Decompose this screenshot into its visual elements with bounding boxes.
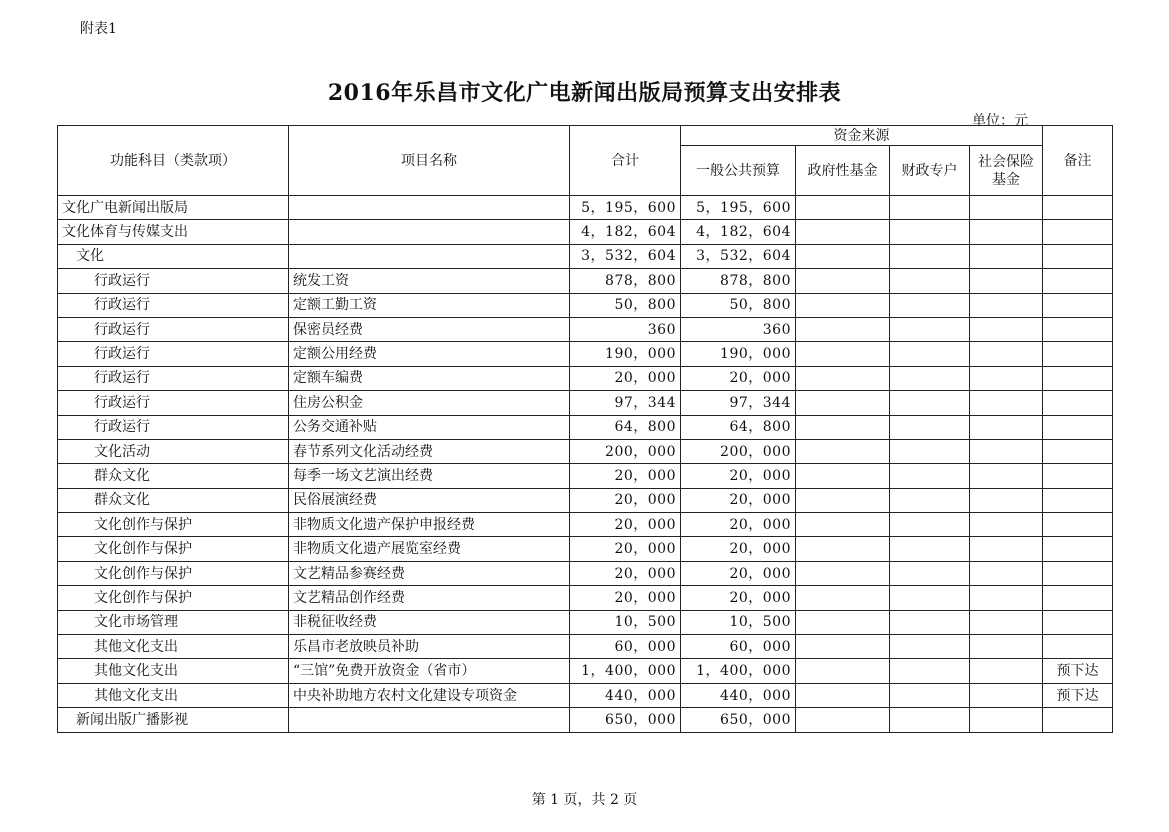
cell-total: 200，000 — [570, 439, 681, 463]
cell-project: 文艺精品创作经费 — [289, 586, 570, 610]
cell-social-insurance — [970, 683, 1043, 707]
table-row — [58, 708, 1113, 732]
page-footer: 第 1 页，共 2 页 — [531, 792, 638, 808]
cell-gov-fund — [796, 708, 890, 732]
cell-gov-fund — [796, 513, 890, 537]
cell-total: 20，000 — [570, 464, 681, 488]
cell-remark — [1043, 317, 1113, 341]
cell-social-insurance — [970, 488, 1043, 512]
table-row — [58, 635, 1113, 659]
header-total: 合计 — [570, 126, 681, 196]
cell-general-budget: 50，800 — [681, 293, 796, 317]
cell-social-insurance — [970, 269, 1043, 293]
table-row — [58, 293, 1113, 317]
table-row — [58, 513, 1113, 537]
cell-project: 住房公积金 — [289, 391, 570, 415]
table-row — [58, 391, 1113, 415]
cell-gov-fund — [796, 659, 890, 683]
cell-total: 440，000 — [570, 683, 681, 707]
cell-special-account — [890, 317, 970, 341]
cell-remark — [1043, 293, 1113, 317]
cell-total: 878，800 — [570, 269, 681, 293]
table-row — [58, 488, 1113, 512]
cell-total: 20，000 — [570, 561, 681, 585]
header-remarks: 备注 — [1043, 126, 1113, 196]
cell-category: 文化创作与保护 — [58, 586, 289, 610]
cell-total: 650，000 — [570, 708, 681, 732]
cell-general-budget: 1，400，000 — [681, 659, 796, 683]
header-funding-source: 资金来源 — [681, 126, 1043, 146]
cell-category: 文化体育与传媒支出 — [58, 220, 289, 244]
cell-total: 10，500 — [570, 610, 681, 634]
cell-project — [289, 244, 570, 268]
document-title: 2016年乐昌市文化广电新闻出版局预算支出安排表 — [327, 80, 842, 106]
cell-general-budget: 4，182，604 — [681, 220, 796, 244]
table-row — [58, 244, 1113, 268]
cell-total: 64，800 — [570, 415, 681, 439]
cell-special-account — [890, 196, 970, 220]
cell-gov-fund — [796, 269, 890, 293]
cell-category: 其他文化支出 — [58, 659, 289, 683]
cell-total: 20，000 — [570, 488, 681, 512]
cell-remark — [1043, 366, 1113, 390]
table-row — [58, 659, 1113, 683]
cell-project — [289, 220, 570, 244]
cell-special-account — [890, 415, 970, 439]
cell-project: 非物质文化遗产保护申报经费 — [289, 513, 570, 537]
cell-general-budget: 20，000 — [681, 561, 796, 585]
unit-label: 单位：元 — [972, 113, 1028, 129]
cell-social-insurance — [970, 635, 1043, 659]
cell-social-insurance — [970, 513, 1043, 537]
table-row — [58, 317, 1113, 341]
cell-total: 60，000 — [570, 635, 681, 659]
cell-social-insurance — [970, 708, 1043, 732]
cell-remark — [1043, 196, 1113, 220]
cell-special-account — [890, 513, 970, 537]
cell-social-insurance — [970, 342, 1043, 366]
cell-general-budget: 20，000 — [681, 513, 796, 537]
cell-gov-fund — [796, 464, 890, 488]
cell-category: 文化广电新闻出版局 — [58, 196, 289, 220]
cell-general-budget: 60，000 — [681, 635, 796, 659]
cell-remark — [1043, 220, 1113, 244]
cell-social-insurance — [970, 561, 1043, 585]
cell-gov-fund — [796, 610, 890, 634]
cell-special-account — [890, 293, 970, 317]
cell-remark — [1043, 488, 1113, 512]
cell-social-insurance — [970, 537, 1043, 561]
attachment-label: 附表1 — [80, 21, 117, 37]
cell-remark — [1043, 464, 1113, 488]
cell-total: 360 — [570, 317, 681, 341]
cell-special-account — [890, 269, 970, 293]
cell-total: 20，000 — [570, 586, 681, 610]
cell-project: 民俗展演经费 — [289, 488, 570, 512]
cell-gov-fund — [796, 244, 890, 268]
cell-gov-fund — [796, 293, 890, 317]
cell-project — [289, 196, 570, 220]
cell-social-insurance — [970, 439, 1043, 463]
cell-special-account — [890, 464, 970, 488]
cell-special-account — [890, 586, 970, 610]
cell-special-account — [890, 610, 970, 634]
cell-remark — [1043, 513, 1113, 537]
cell-gov-fund — [796, 439, 890, 463]
table-row — [58, 220, 1113, 244]
cell-remark — [1043, 561, 1113, 585]
cell-social-insurance — [970, 610, 1043, 634]
cell-gov-fund — [796, 537, 890, 561]
cell-total: 1，400，000 — [570, 659, 681, 683]
cell-category: 行政运行 — [58, 317, 289, 341]
header-special-account: 财政专户 — [890, 146, 970, 196]
cell-general-budget: 200，000 — [681, 439, 796, 463]
cell-category: 文化创作与保护 — [58, 561, 289, 585]
table-row — [58, 586, 1113, 610]
cell-category: 行政运行 — [58, 269, 289, 293]
cell-general-budget: 97，344 — [681, 391, 796, 415]
cell-special-account — [890, 391, 970, 415]
table-row — [58, 610, 1113, 634]
cell-project: “三馆”免费开放资金（省市） — [289, 659, 570, 683]
cell-category: 群众文化 — [58, 488, 289, 512]
cell-total: 20，000 — [570, 366, 681, 390]
cell-total: 4，182，604 — [570, 220, 681, 244]
cell-category: 文化创作与保护 — [58, 537, 289, 561]
cell-social-insurance — [970, 366, 1043, 390]
cell-general-budget: 20，000 — [681, 537, 796, 561]
cell-category: 其他文化支出 — [58, 683, 289, 707]
cell-general-budget: 10，500 — [681, 610, 796, 634]
table-row — [58, 342, 1113, 366]
cell-total: 5，195，600 — [570, 196, 681, 220]
cell-social-insurance — [970, 317, 1043, 341]
cell-project: 保密员经费 — [289, 317, 570, 341]
cell-remark — [1043, 342, 1113, 366]
cell-category: 新闻出版广播影视 — [58, 708, 289, 732]
cell-project: 中央补助地方农村文化建设专项资金 — [289, 683, 570, 707]
cell-remark — [1043, 635, 1113, 659]
cell-special-account — [890, 439, 970, 463]
cell-general-budget: 64，800 — [681, 415, 796, 439]
cell-general-budget: 3，532，604 — [681, 244, 796, 268]
cell-project: 定额工勤工资 — [289, 293, 570, 317]
cell-general-budget: 5，195，600 — [681, 196, 796, 220]
cell-social-insurance — [970, 464, 1043, 488]
cell-remark — [1043, 610, 1113, 634]
table-row — [58, 537, 1113, 561]
table-row — [58, 196, 1113, 220]
cell-social-insurance — [970, 415, 1043, 439]
table-row — [58, 366, 1113, 390]
cell-project: 非税征收经费 — [289, 610, 570, 634]
cell-social-insurance — [970, 244, 1043, 268]
cell-gov-fund — [796, 391, 890, 415]
cell-gov-fund — [796, 220, 890, 244]
cell-special-account — [890, 342, 970, 366]
cell-social-insurance — [970, 293, 1043, 317]
cell-project: 公务交通补贴 — [289, 415, 570, 439]
cell-special-account — [890, 488, 970, 512]
cell-category: 文化市场管理 — [58, 610, 289, 634]
table-row — [58, 464, 1113, 488]
cell-project — [289, 708, 570, 732]
cell-project: 乐昌市老放映员补助 — [289, 635, 570, 659]
cell-category: 行政运行 — [58, 415, 289, 439]
cell-project: 统发工资 — [289, 269, 570, 293]
table-row — [58, 415, 1113, 439]
cell-total: 50，800 — [570, 293, 681, 317]
cell-general-budget: 20，000 — [681, 488, 796, 512]
cell-gov-fund — [796, 366, 890, 390]
cell-project: 每季一场文艺演出经费 — [289, 464, 570, 488]
cell-social-insurance — [970, 220, 1043, 244]
cell-project: 定额公用经费 — [289, 342, 570, 366]
cell-category: 文化创作与保护 — [58, 513, 289, 537]
cell-social-insurance — [970, 391, 1043, 415]
cell-general-budget: 878，800 — [681, 269, 796, 293]
cell-remark — [1043, 391, 1113, 415]
cell-remark — [1043, 708, 1113, 732]
cell-remark: 预下达 — [1043, 683, 1113, 707]
cell-project: 文艺精品参赛经费 — [289, 561, 570, 585]
cell-category: 行政运行 — [58, 293, 289, 317]
cell-general-budget: 20，000 — [681, 464, 796, 488]
cell-gov-fund — [796, 488, 890, 512]
cell-special-account — [890, 366, 970, 390]
cell-gov-fund — [796, 317, 890, 341]
cell-project: 非物质文化遗产展览室经费 — [289, 537, 570, 561]
cell-category: 行政运行 — [58, 391, 289, 415]
header-gov-fund: 政府性基金 — [796, 146, 890, 196]
header-project: 项目名称 — [289, 126, 570, 196]
header-general-budget: 一般公共预算 — [681, 146, 796, 196]
cell-remark — [1043, 244, 1113, 268]
cell-general-budget: 360 — [681, 317, 796, 341]
cell-gov-fund — [796, 586, 890, 610]
cell-total: 190，000 — [570, 342, 681, 366]
cell-total: 20，000 — [570, 537, 681, 561]
cell-special-account — [890, 708, 970, 732]
cell-remark — [1043, 415, 1113, 439]
cell-gov-fund — [796, 561, 890, 585]
table-row — [58, 439, 1113, 463]
cell-special-account — [890, 635, 970, 659]
table-row — [58, 561, 1113, 585]
cell-general-budget: 190，000 — [681, 342, 796, 366]
cell-social-insurance — [970, 196, 1043, 220]
cell-category: 行政运行 — [58, 342, 289, 366]
cell-special-account — [890, 220, 970, 244]
cell-category: 行政运行 — [58, 366, 289, 390]
cell-project: 春节系列文化活动经费 — [289, 439, 570, 463]
cell-special-account — [890, 537, 970, 561]
cell-remark — [1043, 269, 1113, 293]
cell-category: 群众文化 — [58, 464, 289, 488]
cell-gov-fund — [796, 415, 890, 439]
budget-table-body — [58, 196, 1113, 733]
cell-special-account — [890, 683, 970, 707]
cell-special-account — [890, 659, 970, 683]
cell-remark: 预下达 — [1043, 659, 1113, 683]
table-row — [58, 269, 1113, 293]
cell-gov-fund — [796, 342, 890, 366]
cell-social-insurance — [970, 586, 1043, 610]
cell-general-budget: 20，000 — [681, 366, 796, 390]
cell-gov-fund — [796, 683, 890, 707]
budget-table — [57, 125, 1113, 733]
cell-social-insurance — [970, 659, 1043, 683]
cell-category: 其他文化支出 — [58, 635, 289, 659]
cell-gov-fund — [796, 635, 890, 659]
header-category: 功能科目（类款项） — [58, 126, 289, 196]
cell-total: 20，000 — [570, 513, 681, 537]
cell-total: 3，532，604 — [570, 244, 681, 268]
cell-special-account — [890, 244, 970, 268]
cell-category: 文化活动 — [58, 439, 289, 463]
cell-total: 97，344 — [570, 391, 681, 415]
header-social-insurance: 社会保险基金 — [970, 146, 1043, 196]
cell-remark — [1043, 586, 1113, 610]
table-row — [58, 683, 1113, 707]
cell-special-account — [890, 561, 970, 585]
cell-project: 定额车编费 — [289, 366, 570, 390]
cell-general-budget: 20，000 — [681, 586, 796, 610]
cell-gov-fund — [796, 196, 890, 220]
cell-remark — [1043, 439, 1113, 463]
cell-remark — [1043, 537, 1113, 561]
cell-general-budget: 440，000 — [681, 683, 796, 707]
cell-general-budget: 650，000 — [681, 708, 796, 732]
cell-category: 文化 — [58, 244, 289, 268]
